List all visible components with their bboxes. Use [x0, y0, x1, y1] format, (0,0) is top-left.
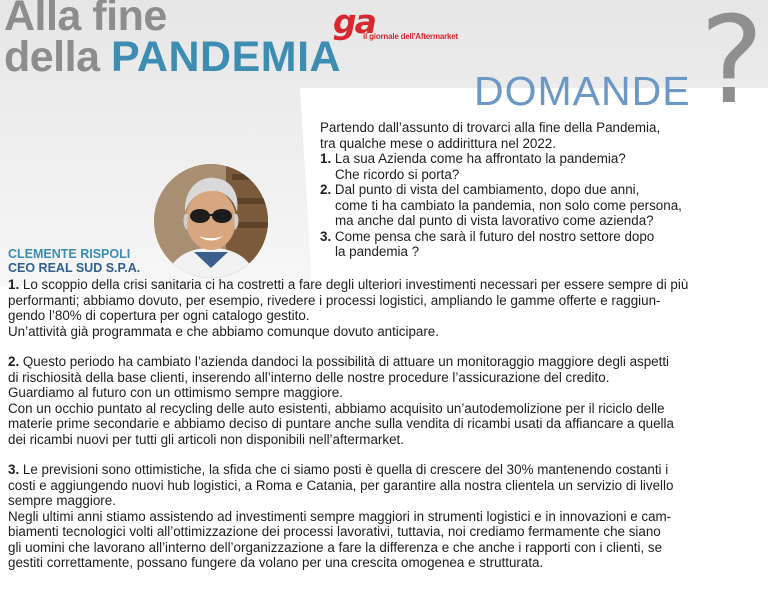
- answer-2-line-3: Guardiamo al futuro con un ottimismo sempre maggiore.: [8, 385, 343, 400]
- answer-2-number: 2.: [8, 354, 20, 369]
- answer-2-line-5: materie prime secondarie e abbiamo deciso di puntare anche sulla vendita di ricambi usati da affiancare a quella: [8, 416, 674, 431]
- person-role: CEO REAL SUD S.P.A.: [8, 261, 141, 275]
- headline: [4, 0, 342, 81]
- answer-3-line-7: gestiti correttamente, possano fungere da volano per una crescita omogenea e strutturata.: [8, 555, 544, 570]
- portrait-photo: [154, 164, 268, 278]
- question-3-number: 3.: [320, 228, 332, 244]
- answer-3-text-1: Le previsioni sono ottimistiche, la sfida che ci siamo posti è quella di crescere del 30% mantenendo costanti i: [19, 462, 669, 477]
- answer-1-text-1: Lo scoppio della crisi sanitaria ci ha costretti a fare degli ulteriori investimenti necessari per essere sempre di più: [19, 277, 689, 292]
- questions-block: [320, 120, 760, 260]
- headline-line-2: [4, 33, 342, 81]
- question-2-line-2: come ti ha cambiato la pandemia, non solo come persona,: [335, 197, 682, 213]
- paragraph-gap: [8, 339, 763, 354]
- question-mark: ?: [700, 0, 764, 131]
- answer-3-line-2: costi e aggiungendo nuovi hub logistici, a Roma e Catania, per garantire alla nostra clientela un servizio di livello: [8, 477, 674, 493]
- questions-intro-2: tra qualche mese o addirittura nel 2022.: [320, 135, 556, 151]
- portrait-illustration: [154, 164, 268, 278]
- question-3-line-2: la pandemia ?: [335, 244, 420, 259]
- answer-2-line-2: di rischiosità della base clienti, inserendo all’interno delle nostre procedure l’assicurazione del credito.: [8, 369, 610, 385]
- domande-heading: DOMANDE: [474, 68, 691, 114]
- answer-2-line-4: Con un occhio puntato al recycling delle auto esistenti, abbiamo acquisito un’autodemolizione per il riciclo delle: [8, 400, 665, 416]
- answer-1-number: 1.: [8, 277, 20, 292]
- headline-della: della: [4, 33, 111, 81]
- person-caption: [8, 247, 140, 275]
- questions-intro-1: Partendo dall’assunto di trovarci alla fine della Pandemia,: [320, 120, 661, 135]
- answer-2-text-1: Questo periodo ha cambiato l’azienda dandoci la possibilità di attuare un monitoraggio maggiore degli aspetti: [19, 354, 670, 369]
- answer-3-line-1: [8, 462, 763, 478]
- question-1-line-2: Che ricordo si porta?: [335, 166, 460, 182]
- logo-mark: ga: [333, 2, 375, 41]
- answer-1-line-2: performanti; abbiamo dovuto, per esempio, rivedere i processi logistici, ampliando le gamme offerte e raggiun-: [8, 292, 661, 308]
- question-1: [320, 151, 760, 182]
- question-2-line-3: ma anche dal punto di vista lavorativo come azienda?: [335, 213, 654, 228]
- answers-block: [8, 277, 763, 571]
- headline-line-1: Alla fine: [4, 0, 167, 40]
- answer-3-number: 3.: [8, 462, 20, 477]
- question-2: [320, 182, 760, 229]
- answer-1-line-1: [8, 277, 763, 293]
- answer-2-line-1: [8, 354, 763, 370]
- question-2-number: 2.: [320, 182, 332, 197]
- answer-1-line-3: gendo l’80% di copertura per ogni catalogo gestito.: [8, 308, 310, 323]
- answer-1-line-4: Un’attività già programmata e che abbiamo comunque dovuto anticipare.: [8, 323, 439, 339]
- question-2-line-1: Dal punto di vista del cambiamento, dopo due anni,: [334, 182, 640, 197]
- answer-3-line-4: Negli ultimi anni stiamo assistendo ad investimenti sempre maggiori in strumenti logistici e in innovazioni e cam-: [8, 508, 672, 524]
- answer-2-line-6: dei ricambi nuovi per tutti gli articoli non disponibili nell’aftermarket.: [8, 431, 404, 447]
- headline-pandemia: PANDEMIA: [110, 33, 342, 81]
- question-1-line-1: La sua Azienda come ha affrontato la pandemia?: [334, 151, 626, 166]
- answer-3-line-6: gli uomini che lavorano all’interno dell’organizzazione a fare la differenza e che anche i rapporti con i clienti, se: [8, 539, 663, 555]
- question-3-line-1: Come pensa che sarà il futuro del nostro settore dopo: [334, 228, 655, 244]
- question-1-number: 1.: [320, 151, 332, 166]
- question-3: [320, 229, 760, 260]
- answer-3-line-5: biamenti tecnologici volti all’ottimizzazione dei processi lavorativi, tuttavia, noi crediamo fermamente che siano: [8, 524, 661, 539]
- paragraph-gap: [8, 447, 763, 462]
- answer-3-line-3: sempre maggiore.: [8, 493, 116, 508]
- logo-caption: il giornale dell'Aftermarket: [363, 32, 458, 41]
- logo: [333, 2, 458, 41]
- person-name: CLEMENTE RISPOLI: [8, 247, 131, 261]
